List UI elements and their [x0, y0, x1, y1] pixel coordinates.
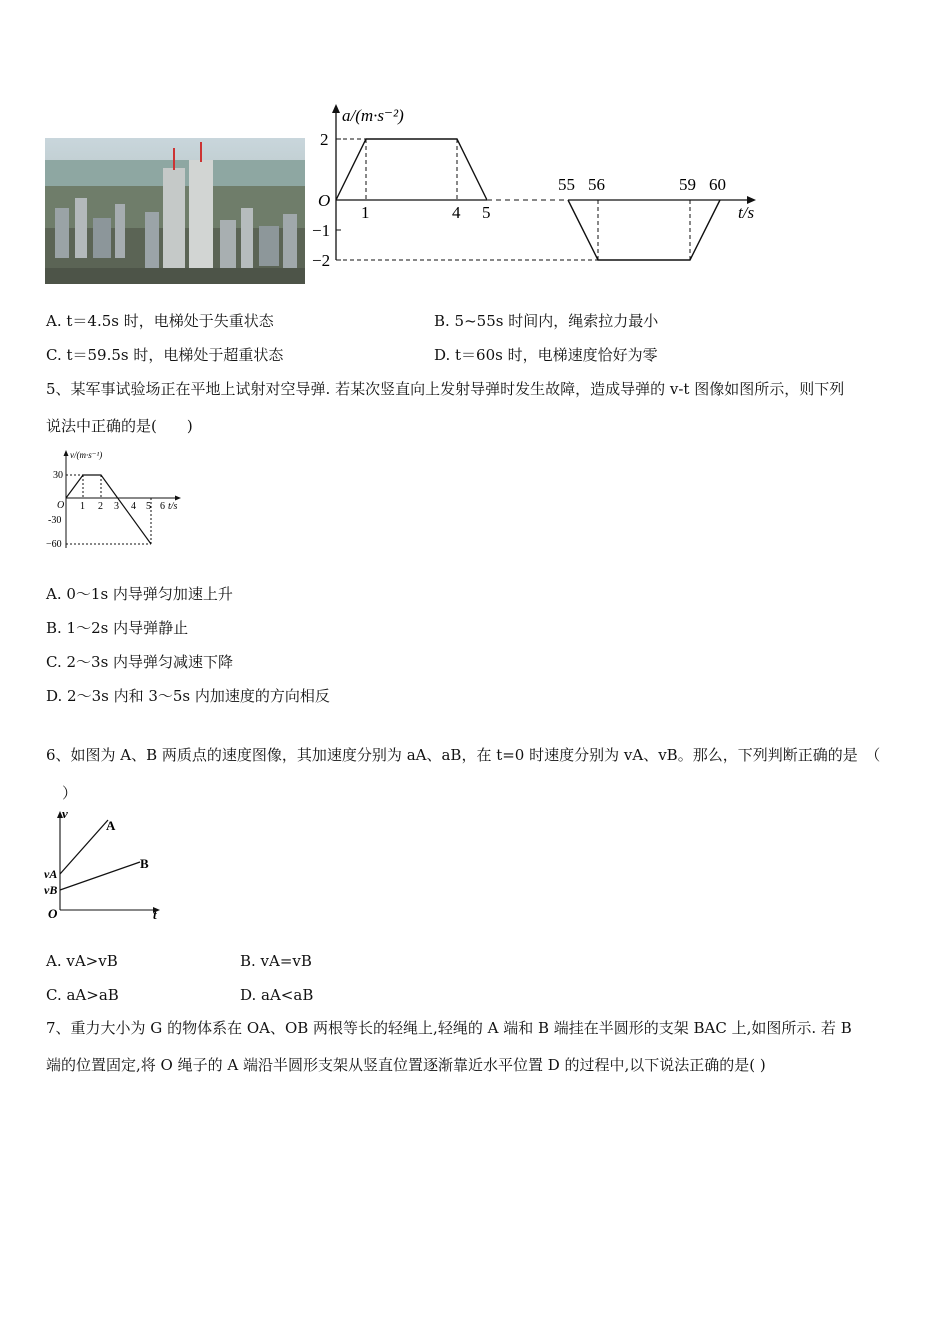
q5-y-tick-neg30: -30 [48, 515, 62, 526]
q4-x-tick-4: 4 [452, 203, 461, 222]
q5-option-c[interactable]: C. 2～3s 内导弹匀减速下降 [46, 653, 234, 671]
q5-x-tick-3: 3 [114, 501, 119, 512]
q4-x-tick-55: 55 [558, 175, 575, 194]
q4-x-axis-label: t/s [738, 203, 755, 222]
q6-x-axis-label: t [153, 907, 157, 922]
q6-vb-label: vB [44, 883, 58, 897]
q4-option-a[interactable]: A. t＝4.5s 时，电梯处于失重状态 [46, 312, 274, 330]
q4-x-tick-5: 5 [482, 203, 491, 222]
q5-option-a[interactable]: A. 0～1s 内导弹匀加速上升 [46, 585, 233, 603]
q4-option-b[interactable]: B. 5~55s 时间内，绳索拉力最小 [434, 312, 659, 330]
q6-y-axis-label: v [62, 806, 68, 821]
q5-x-tick-1: 1 [80, 501, 85, 512]
q6-origin-label: O [48, 906, 58, 921]
q4-y-tick-neg1: −1 [312, 221, 331, 240]
q5-x-tick-2: 2 [98, 501, 103, 512]
q5-velocity-graph [44, 448, 194, 550]
q6-option-a[interactable]: A. vA>vB [46, 952, 118, 970]
q6-line-b-label: B [140, 856, 149, 871]
q4-y-tick-2: 2 [320, 130, 329, 149]
q4-x-tick-1: 1 [361, 203, 370, 222]
q6-option-d[interactable]: D. aA<aB [240, 986, 314, 1004]
q5-stem-line1: 5、某军事试验场正在平地上试射对空导弹. 若某次竖直向上发射导弹时发生故障，造成导弹的 v-t 图像如图所示，则下列 [46, 380, 845, 398]
q6-va-label: vA [44, 867, 58, 881]
q6-velocity-graph [40, 806, 170, 922]
q5-y-tick-neg60: −60 [46, 539, 62, 550]
q4-y-axis-label: a/(m·s⁻²) [342, 106, 404, 125]
q6-option-b[interactable]: B. vA=vB [240, 952, 312, 970]
q4-acceleration-graph [310, 100, 770, 280]
elevator-building-photo [45, 138, 305, 284]
q5-y-tick-30: 30 [53, 470, 63, 481]
q4-x-tick-60: 60 [709, 175, 726, 194]
q4-origin-label: O [318, 191, 331, 210]
q5-x-axis-label: t/s [168, 501, 178, 512]
q7-stem-line1: 7、重力大小为 G 的物体系在 OA、OB 两根等长的轻绳上,轻绳的 A 端和 B 端挂在半圆形的支架 BAC 上,如图所示. 若 B [46, 1019, 852, 1037]
q5-x-tick-4: 4 [131, 501, 136, 512]
q5-option-d[interactable]: D. 2～3s 内和 3～5s 内加速度的方向相反 [46, 687, 330, 705]
q4-x-tick-56: 56 [588, 175, 605, 194]
q5-stem-line2: 说法中正确的是( ) [46, 417, 193, 435]
q5-option-b[interactable]: B. 1～2s 内导弹静止 [46, 619, 189, 637]
q6-stem-line2: ） [62, 784, 78, 802]
q7-stem-line2: 端的位置固定,将 O 绳子的 A 端沿半圆形支架从竖直位置逐渐靠近水平位置 D 的过程中,以下说法正确的是( ) [46, 1056, 766, 1074]
q5-origin-label: O [57, 500, 65, 511]
q6-option-c[interactable]: C. aA>aB [46, 986, 119, 1004]
q6-stem-line1: 6、如图为 A、B 两质点的速度图像，其加速度分别为 aA、aB，在 t=0 时速度分别为 vA、vB。那么，下列判断正确的是 （ [46, 746, 881, 764]
q4-x-tick-59: 59 [679, 175, 696, 194]
q4-option-d[interactable]: D. t＝60s 时，电梯速度恰好为零 [434, 346, 658, 364]
q4-option-c[interactable]: C. t＝59.5s 时，电梯处于超重状态 [46, 346, 284, 364]
q6-line-a-label: A [106, 818, 116, 833]
q4-y-tick-neg2: −2 [312, 251, 331, 270]
q5-y-axis-label: v/(m·s⁻¹) [70, 450, 103, 460]
q5-x-tick-5: 5 [146, 501, 151, 512]
q5-x-tick-6: 6 [160, 501, 165, 512]
